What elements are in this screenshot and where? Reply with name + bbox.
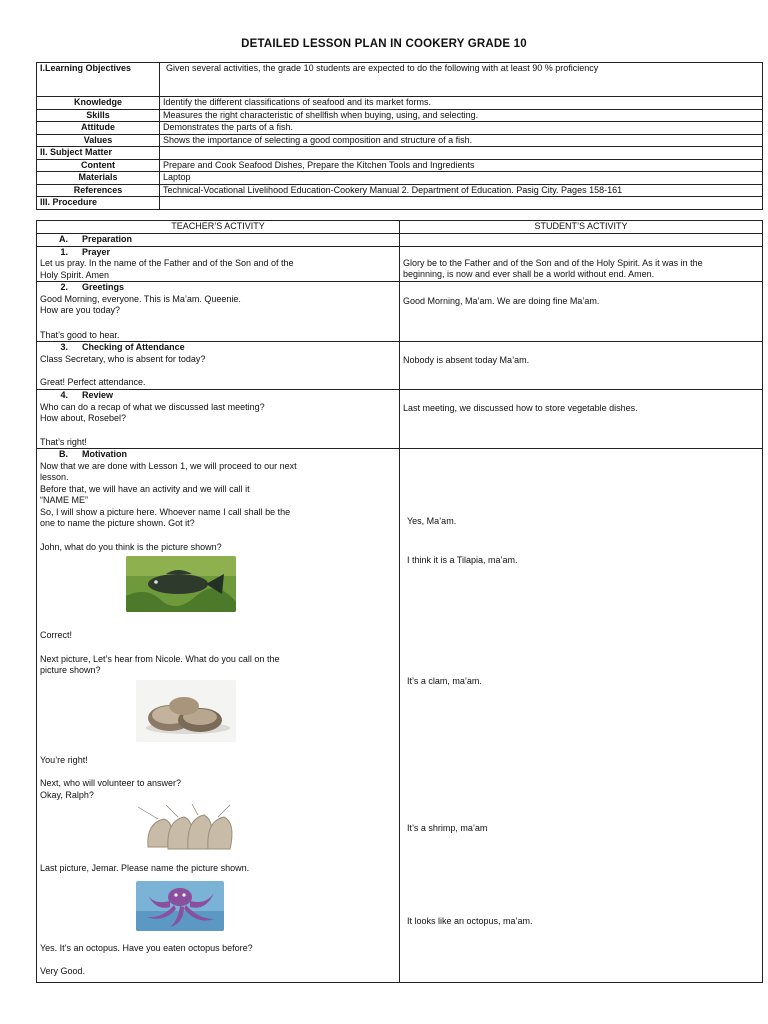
prayer-student-line1: Glory be to the Father and of the Son and of the Holy Spirit. As it was in the <box>403 257 703 268</box>
greetings-row <box>37 282 763 342</box>
prayer-label: Prayer <box>82 246 111 257</box>
activity-table <box>36 220 763 983</box>
procedure-label: III. Procedure <box>37 197 160 210</box>
motivation-student-line4: It’s a shrimp, ma’am <box>407 823 488 833</box>
activity-header-row <box>37 221 763 234</box>
shrimp-image <box>118 803 258 859</box>
review-teacher-line2: How about, Rosebel? <box>40 413 127 423</box>
objectives-text: Given several activities, the grade 10 students are expected to do the following with at least 90 % proficiency <box>160 63 763 97</box>
motivation-teacher-line14: Last picture, Jemar. Please name the picture shown. <box>40 863 250 873</box>
review-teacher-line3: That’s right! <box>40 436 87 447</box>
student-activity-header: STUDENT’S ACTIVITY <box>400 221 763 234</box>
materials-row <box>37 172 763 185</box>
motivation-teacher-line16: Very Good. <box>40 966 86 976</box>
motivation-row <box>37 449 763 983</box>
greetings-label: Greetings <box>82 282 125 292</box>
attendance-student-line1: Nobody is absent today Ma’am. <box>403 355 530 365</box>
motivation-num: B. <box>59 449 68 459</box>
subject-matter-row <box>37 147 763 160</box>
attendance-teacher-line1: Class Secretary, who is absent for today? <box>40 353 206 364</box>
skills-label: Skills <box>37 109 160 122</box>
prayer-teacher-line2: Holy Spirit. Amen <box>40 269 110 280</box>
knowledge-row <box>37 97 763 110</box>
greetings-teacher-line1: Good Morning, everyone. This is Ma’am. Queenie. <box>40 293 241 304</box>
motivation-teacher-line5: So, I will show a picture here. Whoever name I call shall be the <box>40 506 291 517</box>
motivation-teacher-line1: Now that we are done with Lesson 1, we will proceed to our next <box>40 460 297 471</box>
motivation-student-line3: It’s a clam, ma’am. <box>407 676 482 686</box>
references-row <box>37 184 763 197</box>
attitude-text: Demonstrates the parts of a fish. <box>160 122 763 135</box>
attendance-teacher-line2: Great! Perfect attendance. <box>40 377 146 387</box>
motivation-teacher-line2: lesson. <box>40 472 69 482</box>
materials-text: Laptop <box>160 172 763 185</box>
motivation-student-line5: It looks like an octopus, ma’am. <box>407 916 533 926</box>
content-row <box>37 159 763 172</box>
attendance-row <box>37 342 763 390</box>
motivation-teacher-line11: You’re right! <box>40 754 88 765</box>
motivation-teacher-line3: Before that, we will have an activity and we will call it <box>40 483 250 494</box>
review-row <box>37 390 763 449</box>
knowledge-text: Identify the different classifications of seafood and its market forms. <box>160 97 763 110</box>
octopus-image <box>136 881 224 931</box>
skills-text: Measures the right characteristic of shellfish when buying, using, and selecting. <box>160 109 763 122</box>
motivation-teacher-line7: John, what do you think is the picture shown? <box>40 541 222 552</box>
review-teacher-line1: Who can do a recap of what we discussed last meeting? <box>40 401 265 412</box>
motivation-teacher-line12: Next, who will volunteer to answer? <box>40 778 182 788</box>
objectives-row <box>37 63 763 97</box>
greetings-num: 2. <box>60 282 68 292</box>
references-text: Technical-Vocational Livelihood Education-Cookery Manual 2. Department of Education. Pasig City. Pages 158-161 <box>160 184 763 197</box>
procedure-row <box>37 197 763 210</box>
prayer-teacher-line1: Let us pray. In the name of the Father and of the Son and of the <box>40 258 294 268</box>
content-text: Prepare and Cook Seafood Dishes, Prepare the Kitchen Tools and Ingredients <box>160 159 763 172</box>
review-label: Review <box>82 390 114 400</box>
values-row <box>37 134 763 147</box>
review-student-line1: Last meeting, we discussed how to store vegetable dishes. <box>403 403 638 413</box>
attendance-num: 3. <box>60 342 68 352</box>
values-text: Shows the importance of selecting a good composition and structure of a fish. <box>160 134 763 147</box>
greetings-teacher-line2: How are you today? <box>40 305 121 315</box>
attitude-label: Attitude <box>37 122 160 135</box>
motivation-teacher-line15: Yes. It’s an octopus. Have you eaten octopus before? <box>40 942 253 953</box>
motivation-teacher-line6: one to name the picture shown. Got it? <box>40 518 195 528</box>
review-num: 4. <box>60 390 68 400</box>
motivation-label: Motivation <box>82 449 127 459</box>
prayer-num: 1. <box>60 246 68 257</box>
prayer-row <box>37 246 763 282</box>
page-title: DETAILED LESSON PLAN IN COOKERY GRADE 10 <box>241 38 527 50</box>
motivation-student-line2: I think it is a Tilapia, ma’am. <box>407 555 518 565</box>
preparation-row <box>37 234 763 247</box>
motivation-teacher-line4: “NAME ME” <box>40 495 88 505</box>
fish-image <box>126 556 236 612</box>
motivation-teacher-line10: picture shown? <box>40 665 101 675</box>
attitude-row <box>37 122 763 135</box>
motivation-teacher-line13: Okay, Ralph? <box>40 789 94 800</box>
preparation-label: Preparation <box>82 234 133 244</box>
greetings-teacher-line3: That’s good to hear. <box>40 329 120 340</box>
clam-image <box>136 680 236 742</box>
prayer-student-line2: beginning, is now and ever shall be a world without end. Amen. <box>403 269 655 279</box>
subject-matter-label: II. Subject Matter <box>37 147 160 160</box>
preparation-num: A. <box>59 234 68 244</box>
values-label: Values <box>37 134 160 147</box>
motivation-teacher-line8: Correct! <box>40 630 73 640</box>
motivation-student-line1: Yes, Ma’am. <box>407 516 457 526</box>
references-label: References <box>37 184 160 197</box>
greetings-student-line1: Good Morning, Ma’am. We are doing fine Ma’am. <box>403 296 600 306</box>
objectives-table <box>36 62 763 210</box>
motivation-teacher-line9: Next picture, Let’s hear from Nicole. What do you call on the <box>40 653 280 664</box>
knowledge-label: Knowledge <box>37 97 160 110</box>
materials-label: Materials <box>37 172 160 185</box>
objectives-label: I.Learning Objectives <box>37 63 160 97</box>
teacher-activity-header: TEACHER’S ACTIVITY <box>37 221 400 234</box>
skills-row <box>37 109 763 122</box>
content-label: Content <box>37 159 160 172</box>
attendance-label: Checking of Attendance <box>82 342 185 352</box>
